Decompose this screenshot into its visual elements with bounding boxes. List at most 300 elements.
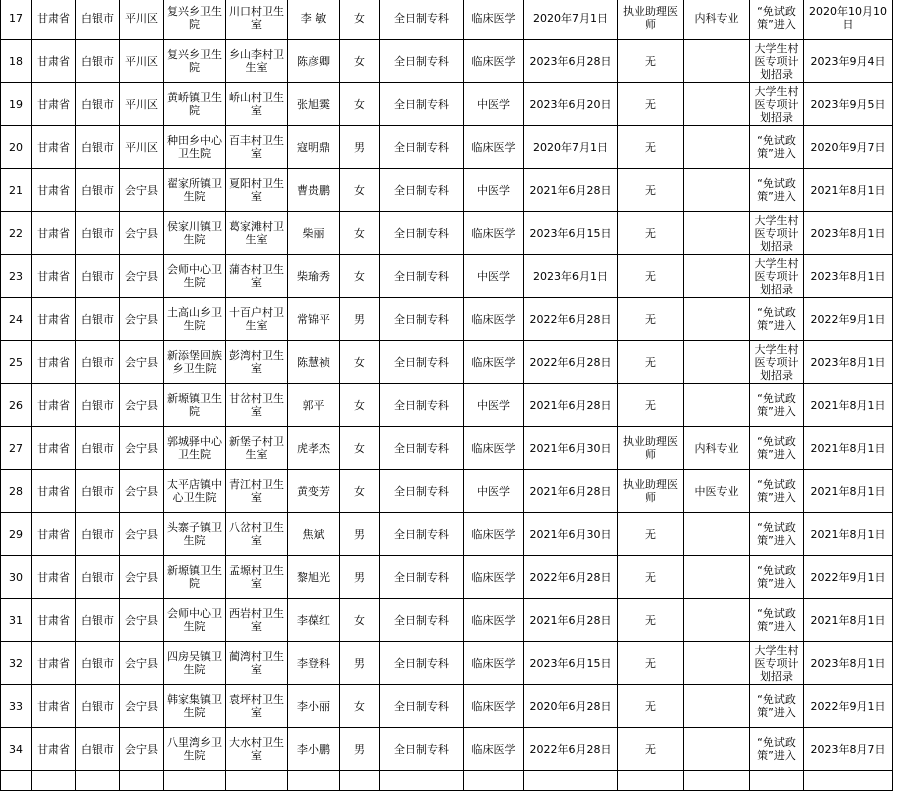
cell-province: 甘肃省 (32, 599, 76, 642)
cell-province: 甘肃省 (32, 642, 76, 685)
cell-qualification: 执业助理医师 (618, 470, 684, 513)
cell-education: 全日制专科 (380, 599, 464, 642)
cell-entry-method: 大学生村医专项计划招录 (750, 341, 804, 384)
cell-major: 中医学 (464, 384, 524, 427)
cell-education: 全日制专科 (380, 470, 464, 513)
cell-city: 白银市 (76, 212, 120, 255)
cell-entry-method: 大学生村医专项计划招录 (750, 40, 804, 83)
empty-cell (120, 771, 164, 791)
cell-county: 会宁县 (120, 599, 164, 642)
cell-village-clinic: 百丰村卫生室 (226, 126, 288, 169)
cell-gender: 女 (340, 341, 380, 384)
cell-index: 24 (1, 298, 32, 341)
cell-major: 临床医学 (464, 728, 524, 771)
cell-major: 临床医学 (464, 556, 524, 599)
empty-cell (380, 771, 464, 791)
cell-index: 18 (1, 40, 32, 83)
cell-major: 临床医学 (464, 599, 524, 642)
cell-start-date: 2023年8月1日 (804, 642, 893, 685)
cell-entry-method: “免试政策”进入 (750, 0, 804, 40)
cell-education: 全日制专科 (380, 169, 464, 212)
table-row (1, 513, 893, 556)
cell-city: 白银市 (76, 341, 120, 384)
cell-city: 白银市 (76, 599, 120, 642)
cell-village-clinic: 十百户村卫生室 (226, 298, 288, 341)
table-row-partial (1, 771, 893, 791)
cell-education: 全日制专科 (380, 0, 464, 40)
cell-graduation-date: 2020年7月1日 (524, 0, 618, 40)
cell-province: 甘肃省 (32, 40, 76, 83)
cell-province: 甘肃省 (32, 212, 76, 255)
cell-index: 25 (1, 341, 32, 384)
cell-province: 甘肃省 (32, 470, 76, 513)
cell-education: 全日制专科 (380, 556, 464, 599)
cell-county: 会宁县 (120, 341, 164, 384)
cell-entry-method: “免试政策”进入 (750, 126, 804, 169)
cell-graduation-date: 2021年6月28日 (524, 470, 618, 513)
table-row (1, 40, 893, 83)
cell-practice-scope (684, 599, 750, 642)
cell-practice-scope (684, 83, 750, 126)
cell-name: 柴瑜秀 (288, 255, 340, 298)
cell-practice-scope (684, 513, 750, 556)
cell-qualification: 无 (618, 685, 684, 728)
cell-village-clinic: 乡山李村卫生室 (226, 40, 288, 83)
cell-province: 甘肃省 (32, 255, 76, 298)
table-row (1, 298, 893, 341)
cell-practice-scope (684, 212, 750, 255)
cell-gender: 女 (340, 212, 380, 255)
cell-township-hospital: 新塬镇卫生院 (164, 384, 226, 427)
table-row (1, 470, 893, 513)
cell-gender: 女 (340, 470, 380, 513)
cell-gender: 女 (340, 83, 380, 126)
cell-index: 29 (1, 513, 32, 556)
empty-cell (524, 771, 618, 791)
cell-practice-scope (684, 685, 750, 728)
cell-graduation-date: 2022年6月28日 (524, 728, 618, 771)
empty-cell (76, 771, 120, 791)
cell-index: 17 (1, 0, 32, 40)
cell-start-date: 2022年9月1日 (804, 685, 893, 728)
cell-province: 甘肃省 (32, 298, 76, 341)
cell-education: 全日制专科 (380, 642, 464, 685)
cell-graduation-date: 2023年6月20日 (524, 83, 618, 126)
cell-start-date: 2023年9月5日 (804, 83, 893, 126)
cell-start-date: 2022年9月1日 (804, 298, 893, 341)
cell-province: 甘肃省 (32, 685, 76, 728)
cell-education: 全日制专科 (380, 685, 464, 728)
cell-city: 白银市 (76, 83, 120, 126)
cell-village-clinic: 甘岔村卫生室 (226, 384, 288, 427)
cell-start-date: 2021年8月1日 (804, 470, 893, 513)
cell-education: 全日制专科 (380, 384, 464, 427)
cell-index: 32 (1, 642, 32, 685)
cell-county: 会宁县 (120, 556, 164, 599)
cell-index: 28 (1, 470, 32, 513)
cell-index: 26 (1, 384, 32, 427)
cell-practice-scope (684, 126, 750, 169)
cell-graduation-date: 2021年6月28日 (524, 384, 618, 427)
cell-qualification: 无 (618, 728, 684, 771)
cell-gender: 女 (340, 40, 380, 83)
cell-city: 白银市 (76, 255, 120, 298)
cell-major: 临床医学 (464, 642, 524, 685)
cell-gender: 男 (340, 513, 380, 556)
cell-major: 临床医学 (464, 427, 524, 470)
table-row (1, 212, 893, 255)
cell-gender: 女 (340, 0, 380, 40)
cell-graduation-date: 2023年6月28日 (524, 40, 618, 83)
table-row (1, 599, 893, 642)
cell-township-hospital: 会师中心卫生院 (164, 255, 226, 298)
cell-graduation-date: 2023年6月15日 (524, 642, 618, 685)
cell-index: 31 (1, 599, 32, 642)
cell-township-hospital: 土高山乡卫生院 (164, 298, 226, 341)
cell-practice-scope: 内科专业 (684, 427, 750, 470)
cell-village-clinic: 葛家滩村卫生室 (226, 212, 288, 255)
cell-city: 白银市 (76, 685, 120, 728)
cell-province: 甘肃省 (32, 384, 76, 427)
cell-gender: 女 (340, 427, 380, 470)
cell-county: 会宁县 (120, 169, 164, 212)
cell-county: 平川区 (120, 83, 164, 126)
cell-province: 甘肃省 (32, 0, 76, 40)
cell-gender: 男 (340, 728, 380, 771)
cell-practice-scope (684, 642, 750, 685)
cell-qualification: 无 (618, 341, 684, 384)
cell-township-hospital: 韩家集镇卫生院 (164, 685, 226, 728)
cell-qualification: 无 (618, 513, 684, 556)
cell-index: 19 (1, 83, 32, 126)
cell-practice-scope (684, 169, 750, 212)
cell-village-clinic: 西岩村卫生室 (226, 599, 288, 642)
cell-county: 会宁县 (120, 513, 164, 556)
cell-education: 全日制专科 (380, 341, 464, 384)
cell-city: 白银市 (76, 0, 120, 40)
cell-entry-method: “免试政策”进入 (750, 169, 804, 212)
cell-province: 甘肃省 (32, 169, 76, 212)
cell-qualification: 执业助理医师 (618, 0, 684, 40)
cell-name: 黎旭光 (288, 556, 340, 599)
cell-city: 白银市 (76, 384, 120, 427)
cell-entry-method: “免试政策”进入 (750, 298, 804, 341)
cell-index: 34 (1, 728, 32, 771)
cell-entry-method: “免试政策”进入 (750, 599, 804, 642)
cell-qualification: 无 (618, 556, 684, 599)
cell-entry-method: “免试政策”进入 (750, 728, 804, 771)
cell-township-hospital: 太平店镇中心卫生院 (164, 470, 226, 513)
empty-cell (1, 771, 32, 791)
cell-county: 平川区 (120, 40, 164, 83)
cell-major: 临床医学 (464, 212, 524, 255)
cell-index: 21 (1, 169, 32, 212)
cell-entry-method: 大学生村医专项计划招录 (750, 212, 804, 255)
cell-city: 白银市 (76, 642, 120, 685)
cell-city: 白银市 (76, 513, 120, 556)
cell-start-date: 2023年8月7日 (804, 728, 893, 771)
cell-start-date: 2020年9月7日 (804, 126, 893, 169)
table-row (1, 556, 893, 599)
cell-entry-method: 大学生村医专项计划招录 (750, 83, 804, 126)
cell-practice-scope (684, 384, 750, 427)
cell-qualification: 无 (618, 169, 684, 212)
cell-province: 甘肃省 (32, 341, 76, 384)
cell-start-date: 2022年9月1日 (804, 556, 893, 599)
empty-cell (226, 771, 288, 791)
cell-entry-method: “免试政策”进入 (750, 513, 804, 556)
cell-village-clinic: 彭湾村卫生室 (226, 341, 288, 384)
cell-township-hospital: 八里湾乡卫生院 (164, 728, 226, 771)
cell-name: 李小鹏 (288, 728, 340, 771)
cell-qualification: 无 (618, 40, 684, 83)
cell-qualification: 无 (618, 642, 684, 685)
cell-graduation-date: 2021年6月30日 (524, 427, 618, 470)
cell-graduation-date: 2021年6月28日 (524, 169, 618, 212)
cell-major: 临床医学 (464, 0, 524, 40)
cell-township-hospital: 种田乡中心卫生院 (164, 126, 226, 169)
cell-start-date: 2021年8月1日 (804, 599, 893, 642)
cell-city: 白银市 (76, 298, 120, 341)
cell-qualification: 无 (618, 384, 684, 427)
cell-gender: 男 (340, 556, 380, 599)
cell-name: 陈慧祯 (288, 341, 340, 384)
cell-start-date: 2021年8月1日 (804, 169, 893, 212)
cell-education: 全日制专科 (380, 212, 464, 255)
cell-education: 全日制专科 (380, 728, 464, 771)
empty-cell (288, 771, 340, 791)
cell-gender: 女 (340, 685, 380, 728)
cell-practice-scope (684, 341, 750, 384)
table-row (1, 255, 893, 298)
cell-county: 平川区 (120, 126, 164, 169)
cell-start-date: 2021年8月1日 (804, 384, 893, 427)
cell-practice-scope (684, 255, 750, 298)
cell-graduation-date: 2023年6月15日 (524, 212, 618, 255)
cell-practice-scope: 中医专业 (684, 470, 750, 513)
cell-city: 白银市 (76, 556, 120, 599)
cell-major: 临床医学 (464, 126, 524, 169)
cell-county: 平川区 (120, 0, 164, 40)
cell-village-clinic: 孟塬村卫生室 (226, 556, 288, 599)
cell-gender: 女 (340, 384, 380, 427)
cell-qualification: 无 (618, 298, 684, 341)
table-row (1, 384, 893, 427)
cell-graduation-date: 2022年6月28日 (524, 341, 618, 384)
cell-gender: 男 (340, 642, 380, 685)
cell-township-hospital: 侯家川镇卫生院 (164, 212, 226, 255)
cell-county: 会宁县 (120, 427, 164, 470)
cell-city: 白银市 (76, 470, 120, 513)
cell-practice-scope: 内科专业 (684, 0, 750, 40)
empty-cell (340, 771, 380, 791)
cell-province: 甘肃省 (32, 513, 76, 556)
cell-city: 白银市 (76, 427, 120, 470)
cell-graduation-date: 2023年6月1日 (524, 255, 618, 298)
cell-education: 全日制专科 (380, 40, 464, 83)
cell-education: 全日制专科 (380, 513, 464, 556)
cell-township-hospital: 翟家所镇卫生院 (164, 169, 226, 212)
cell-township-hospital: 新塬镇卫生院 (164, 556, 226, 599)
cell-major: 临床医学 (464, 341, 524, 384)
cell-name: 李小丽 (288, 685, 340, 728)
cell-name: 虎孝杰 (288, 427, 340, 470)
table-row (1, 642, 893, 685)
cell-entry-method: “免试政策”进入 (750, 427, 804, 470)
empty-cell (618, 771, 684, 791)
table-row (1, 427, 893, 470)
table-row (1, 169, 893, 212)
cell-qualification: 无 (618, 212, 684, 255)
cell-township-hospital: 黄峤镇卫生院 (164, 83, 226, 126)
cell-name: 李登科 (288, 642, 340, 685)
table-body (1, 0, 893, 791)
cell-name: 郭平 (288, 384, 340, 427)
cell-county: 会宁县 (120, 642, 164, 685)
table-row (1, 728, 893, 771)
cell-major: 临床医学 (464, 298, 524, 341)
cell-county: 会宁县 (120, 384, 164, 427)
cell-education: 全日制专科 (380, 126, 464, 169)
cell-entry-method: “免试政策”进入 (750, 470, 804, 513)
cell-city: 白银市 (76, 728, 120, 771)
cell-township-hospital: 头寨子镇卫生院 (164, 513, 226, 556)
cell-graduation-date: 2021年6月30日 (524, 513, 618, 556)
cell-start-date: 2023年8月1日 (804, 212, 893, 255)
cell-education: 全日制专科 (380, 427, 464, 470)
cell-graduation-date: 2022年6月28日 (524, 298, 618, 341)
cell-gender: 女 (340, 255, 380, 298)
table-row (1, 126, 893, 169)
cell-major: 中医学 (464, 169, 524, 212)
cell-name: 寇明鼎 (288, 126, 340, 169)
cell-major: 中医学 (464, 470, 524, 513)
cell-village-clinic: 峤山村卫生室 (226, 83, 288, 126)
cell-education: 全日制专科 (380, 255, 464, 298)
cell-major: 临床医学 (464, 685, 524, 728)
cell-county: 会宁县 (120, 255, 164, 298)
cell-name: 常锦平 (288, 298, 340, 341)
cell-qualification: 无 (618, 83, 684, 126)
table-row (1, 83, 893, 126)
cell-name: 柴丽 (288, 212, 340, 255)
cell-practice-scope (684, 40, 750, 83)
empty-cell (32, 771, 76, 791)
cell-index: 27 (1, 427, 32, 470)
cell-province: 甘肃省 (32, 126, 76, 169)
cell-name: 李葆红 (288, 599, 340, 642)
empty-cell (684, 771, 750, 791)
cell-qualification: 无 (618, 126, 684, 169)
cell-entry-method: “免试政策”进入 (750, 384, 804, 427)
cell-education: 全日制专科 (380, 298, 464, 341)
cell-education: 全日制专科 (380, 83, 464, 126)
cell-entry-method: “免试政策”进入 (750, 685, 804, 728)
table-row (1, 685, 893, 728)
cell-name: 黄变芳 (288, 470, 340, 513)
cell-township-hospital: 郭城驿中心卫生院 (164, 427, 226, 470)
cell-start-date: 2023年9月4日 (804, 40, 893, 83)
cell-name: 曹贵鹏 (288, 169, 340, 212)
cell-city: 白银市 (76, 126, 120, 169)
cell-gender: 女 (340, 169, 380, 212)
cell-index: 33 (1, 685, 32, 728)
cell-province: 甘肃省 (32, 427, 76, 470)
cell-qualification: 执业助理医师 (618, 427, 684, 470)
cell-county: 会宁县 (120, 298, 164, 341)
cell-start-date: 2020年10月10日 (804, 0, 893, 40)
cell-major: 临床医学 (464, 513, 524, 556)
cell-township-hospital: 复兴乡卫生院 (164, 0, 226, 40)
cell-county: 会宁县 (120, 728, 164, 771)
cell-township-hospital: 新添堡回族乡卫生院 (164, 341, 226, 384)
cell-graduation-date: 2020年6月28日 (524, 685, 618, 728)
cell-county: 会宁县 (120, 470, 164, 513)
cell-qualification: 无 (618, 255, 684, 298)
cell-village-clinic: 川口村卫生室 (226, 0, 288, 40)
cell-practice-scope (684, 728, 750, 771)
cell-province: 甘肃省 (32, 556, 76, 599)
cell-name: 焦斌 (288, 513, 340, 556)
cell-practice-scope (684, 298, 750, 341)
cell-village-clinic: 袁坪村卫生室 (226, 685, 288, 728)
cell-province: 甘肃省 (32, 728, 76, 771)
cell-start-date: 2023年8月1日 (804, 255, 893, 298)
cell-name: 李 敏 (288, 0, 340, 40)
cell-gender: 女 (340, 599, 380, 642)
cell-entry-method: “免试政策”进入 (750, 556, 804, 599)
table-row (1, 341, 893, 384)
cell-name: 张旭霙 (288, 83, 340, 126)
cell-province: 甘肃省 (32, 83, 76, 126)
cell-major: 临床医学 (464, 40, 524, 83)
empty-cell (804, 771, 893, 791)
cell-county: 会宁县 (120, 212, 164, 255)
empty-cell (750, 771, 804, 791)
cell-major: 中医学 (464, 255, 524, 298)
cell-township-hospital: 四房吴镇卫生院 (164, 642, 226, 685)
cell-major: 中医学 (464, 83, 524, 126)
cell-city: 白银市 (76, 169, 120, 212)
cell-practice-scope (684, 556, 750, 599)
cell-county: 会宁县 (120, 685, 164, 728)
cell-village-clinic: 蒲杏村卫生室 (226, 255, 288, 298)
cell-index: 23 (1, 255, 32, 298)
cell-village-clinic: 蔺湾村卫生室 (226, 642, 288, 685)
cell-village-clinic: 青江村卫生室 (226, 470, 288, 513)
cell-village-clinic: 新堡子村卫生室 (226, 427, 288, 470)
cell-start-date: 2021年8月1日 (804, 513, 893, 556)
cell-village-clinic: 大水村卫生室 (226, 728, 288, 771)
cell-qualification: 无 (618, 599, 684, 642)
cell-index: 30 (1, 556, 32, 599)
cell-township-hospital: 复兴乡卫生院 (164, 40, 226, 83)
cell-gender: 男 (340, 126, 380, 169)
cell-graduation-date: 2021年6月28日 (524, 599, 618, 642)
cell-start-date: 2021年8月1日 (804, 427, 893, 470)
cell-village-clinic: 八岔村卫生室 (226, 513, 288, 556)
cell-name: 陈彦卿 (288, 40, 340, 83)
cell-village-clinic: 夏阳村卫生室 (226, 169, 288, 212)
cell-start-date: 2023年8月1日 (804, 341, 893, 384)
cell-entry-method: 大学生村医专项计划招录 (750, 255, 804, 298)
cell-gender: 男 (340, 298, 380, 341)
cell-index: 22 (1, 212, 32, 255)
cell-township-hospital: 会师中心卫生院 (164, 599, 226, 642)
empty-cell (464, 771, 524, 791)
cell-entry-method: 大学生村医专项计划招录 (750, 642, 804, 685)
cell-city: 白银市 (76, 40, 120, 83)
